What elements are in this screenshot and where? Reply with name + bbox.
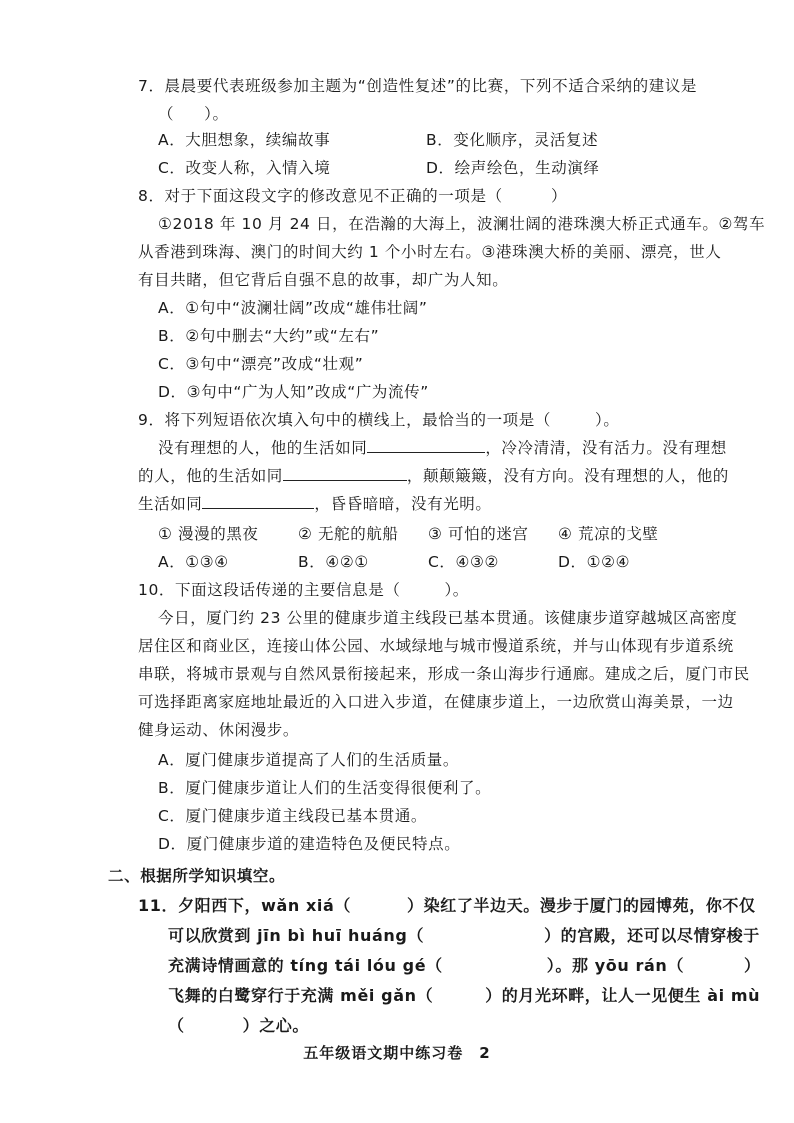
page-footer: 五年级语文期中练习卷 2 xyxy=(303,1044,491,1062)
q9-phrase-3: ③ 可怕的迷宫 xyxy=(428,525,529,543)
fill-blank[interactable] xyxy=(367,438,485,453)
paren-open: （ xyxy=(426,956,443,975)
fill-blank[interactable] xyxy=(283,466,407,481)
q9-phrase-2: ② 无舵的航船 xyxy=(298,525,399,543)
q9-stem-close: ）。 xyxy=(594,411,620,429)
q7-answer-paren xyxy=(158,104,229,124)
q8-option-c: C．③句中“漂亮”改成“壮观” xyxy=(158,355,364,373)
paren-open: （ xyxy=(667,956,685,975)
q8-passage-line: 从香港到珠海、澳门的时间大约 1 个小时左右。③港珠澳大桥的美丽、漂亮，世人 xyxy=(138,243,722,261)
paren-open: （ xyxy=(158,105,175,123)
q11-text: ）之心。 xyxy=(242,1016,310,1035)
q11-text: ）的宫殿，还可以尽情穿梭于 xyxy=(544,926,760,945)
q11-line xyxy=(138,896,756,916)
pinyin-tingtailouge: tíng tái lóu gé xyxy=(290,956,427,975)
q9-text: 生活如同 xyxy=(138,495,203,513)
q11-line xyxy=(168,926,760,946)
q10-option-c: C．厦门健康步道主线段已基本贯通。 xyxy=(158,807,428,825)
q11-line xyxy=(168,956,761,976)
q9-text: 没有理想的人，他的生活如同 xyxy=(158,439,368,457)
paren-close: ）。 xyxy=(204,105,229,123)
q10-stem xyxy=(138,580,469,600)
q10-option-a: A．厦门健康步道提高了人们的生活质量。 xyxy=(158,751,460,769)
q7-option-d: D．绘声绘色，生动演绎 xyxy=(426,159,600,177)
pinyin-jinbihuihuang: jīn bì huī huáng xyxy=(257,926,408,945)
q9-text: ，昏昏暗暗，没有光明。 xyxy=(314,495,492,513)
q10-option-d: D．厦门健康步道的建造特色及便民特点。 xyxy=(158,835,461,853)
q8-option-b: B．②句中删去“大约”或“左右” xyxy=(158,327,380,345)
q10-passage-line: 可选择距离家庭地址最近的入口进入步道，在健康步道上，一边欣赏山海美景，一边 xyxy=(138,693,734,711)
q11-text: 充满诗情画意的 xyxy=(168,956,291,975)
fill-blank[interactable] xyxy=(202,494,314,509)
q10-stem-text: 10．下面这段话传递的主要信息是（ xyxy=(138,581,401,599)
section-2-title: 二、根据所学知识填空。 xyxy=(108,867,286,885)
q7-stem: 7．晨晨要代表班级参加主题为“创造性复述”的比赛，下列不适合采纳的建议是 xyxy=(138,77,698,95)
q8-passage-line: ①2018 年 10 月 24 日，在浩瀚的大海上，波澜壮阔的港珠澳大桥正式通车。②驾车 xyxy=(158,215,766,233)
q9-option-d: D．①②④ xyxy=(558,553,631,571)
q10-passage-line: 串联，将城市景观与自然风景衔接起来，形成一条山海步行通廊。建成之后，厦门市民 xyxy=(138,665,750,683)
q8-stem: 8．对于下面这段文字的修改意见不正确的一项是（ ） xyxy=(138,187,568,205)
paren-close: ） xyxy=(744,956,761,975)
q9-text: 的人，他的生活如同 xyxy=(138,467,283,485)
q9-text: ，颠颠簸簸，没有方向。没有理想的人，他的 xyxy=(406,467,729,485)
q7-option-a: A．大胆想象，续编故事 xyxy=(158,131,331,149)
pinyin-wanxia: wǎn xiá xyxy=(261,896,335,915)
q9-option-b: B．④②① xyxy=(298,553,369,571)
q9-phrase-4: ④ 荒凉的戈壁 xyxy=(558,525,659,543)
paren-open: （ xyxy=(407,926,425,945)
q9-option-a: A．①③④ xyxy=(158,553,229,571)
q11-text: 11．夕阳西下， xyxy=(138,896,262,915)
q11-line xyxy=(168,1016,309,1036)
paren-open: （ xyxy=(416,986,434,1005)
q8-option-d: D．③句中“广为人知”改成“广为流传” xyxy=(158,383,429,401)
paren-open: （ xyxy=(334,896,352,915)
q8-passage-line: 有目共睹，但它背后自强不息的故事，却广为人知。 xyxy=(138,271,509,289)
pinyin-aimu: ài mù xyxy=(707,986,761,1005)
pinyin-meigan: měi gǎn xyxy=(340,986,417,1005)
q7-option-c: C．改变人称，入情入境 xyxy=(158,159,331,177)
q11-line xyxy=(168,986,760,1006)
paren-open: （ xyxy=(168,1016,185,1035)
q9-sentence-line xyxy=(158,438,727,458)
q9-sentence-line xyxy=(138,466,729,486)
q10-passage-line: 居住区和商业区，连接山体公园、水域绿地与城市慢道系统，并与山体现有步道系统 xyxy=(138,637,734,655)
q7-option-b: B．变化顺序，灵活复述 xyxy=(426,131,599,149)
q11-text: 可以欣赏到 xyxy=(168,926,258,945)
q10-option-b: B．厦门健康步道让人们的生活变得很便利了。 xyxy=(158,779,492,797)
q10-passage-line: 今日，厦门约 23 公里的健康步道主线段已基本贯通。该健康步道穿越城区高密度 xyxy=(158,609,738,627)
q9-stem xyxy=(138,410,619,430)
q9-phrase-1: ① 漫漫的黑夜 xyxy=(158,525,259,543)
q11-text: 飞舞的白鹭穿行于充满 xyxy=(168,986,341,1005)
q11-text: ）的月光环畔，让人一见便生 xyxy=(485,986,708,1005)
q9-text: ，冷冷清清，没有活力。没有理想 xyxy=(485,439,727,457)
q10-stem-close: ）。 xyxy=(444,581,469,599)
q9-stem-text: 9．将下列短语依次填入句中的横线上，最恰当的一项是（ xyxy=(138,411,551,429)
q11-text: ）染红了半边天。漫步于厦门的园博苑，你不仅 xyxy=(407,896,756,915)
pinyin-youran: yōu rán xyxy=(594,956,668,975)
q9-sentence-line xyxy=(138,494,492,514)
q10-passage-line: 健身运动、休闲漫步。 xyxy=(138,721,300,739)
q8-option-a: A．①句中“波澜壮阔”改成“雄伟壮阔” xyxy=(158,299,428,317)
q11-text: ）。那 xyxy=(546,956,595,975)
q9-option-c: C．④③② xyxy=(428,553,500,571)
